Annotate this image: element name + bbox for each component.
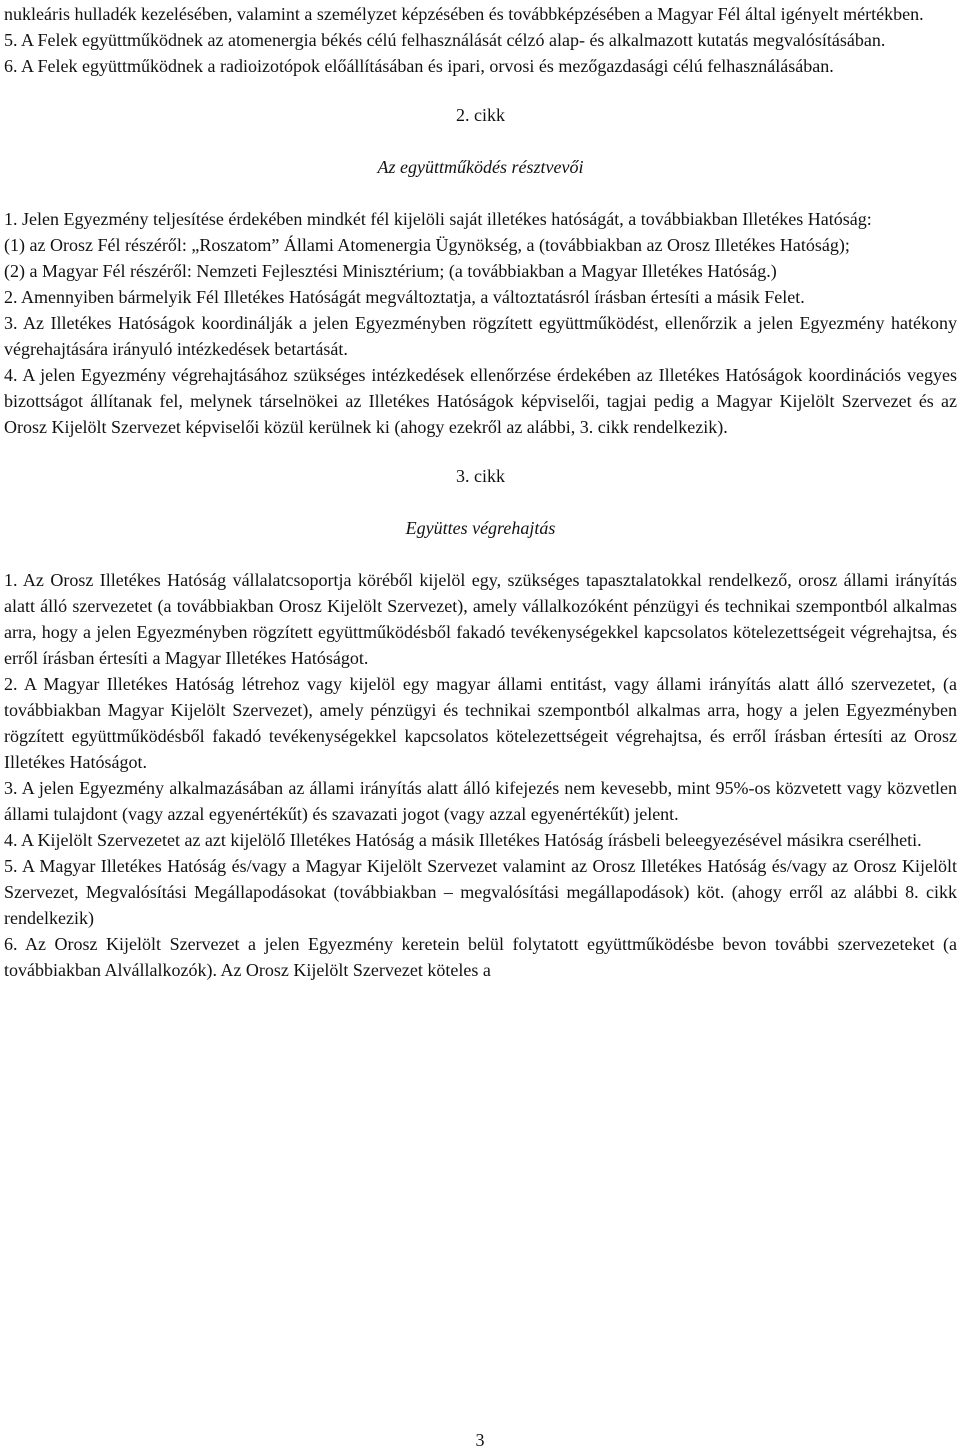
article-2-paragraph-2: 2. Amennyiben bármelyik Fél Illetékes Hatóságát megváltoztatja, a változtatásról írásban értesíti a másik Felet. xyxy=(4,287,805,307)
article-3-paragraph-3: 3. A jelen Egyezmény alkalmazásában az állami irányítás alatt álló kifejezés nem kevesebb, mint 95%-os közvetett vagy közvetlen állami tulajdont (vagy azzal egyenértékűt) és szavazati jogot (vagy azzal egyenértékűt) jelent. xyxy=(4,778,957,824)
intro-paragraph-6: 6. A Felek együttműködnek a radioizotópok előállításában és ipari, orvosi és mezőgazdasági célú felhasználásában. xyxy=(4,56,834,76)
article-2-title: Az együttműködés résztvevői xyxy=(377,157,584,177)
article-2-item-1: (1) az Orosz Fél részéről: „Roszatom” Állami Atomenergia Ügynökség, a (továbbiakban az Orosz Illetékes Hatóság); xyxy=(4,235,850,255)
document-page xyxy=(4,0,957,983)
article-2-number: 2. cikk xyxy=(456,105,505,125)
article-3-paragraph-1: 1. Az Orosz Illetékes Hatóság vállalatcsoportja köréből kijelöl egy, szükséges tapasztalatokkal rendelkező, orosz állami irányítás alatt álló szervezetet (a továbbiakban Orosz Kijelölt Szervezet), amely vállalkozóként pénzügyi és technikai szempontból alkalmas arra, hogy a jelen Egyezményben rögzített együttműködésből fakadó tevékenységekkel kapcsolatos kötelezettségeit végrehajtsa, és erről írásban értesíti a Magyar Illetékes Hatóságot. xyxy=(4,570,957,668)
article-3-paragraph-6: 6. Az Orosz Kijelölt Szervezet a jelen Egyezmény keretein belül folytatott együttműködésbe bevon további szervezeteket (a továbbiakban Alvállalkozók). Az Orosz Kijelölt Szervezet köteles a xyxy=(4,934,957,980)
article-3-paragraph-5: 5. A Magyar Illetékes Hatóság és/vagy a Magyar Kijelölt Szervezet valamint az Orosz Illetékes Hatóság és/vagy az Orosz Kijelölt Szervezet, Megvalósítási Megállapodásokat (továbbiakban – megvalósítási megállapodások) köt. (ahogy erről az alábbi 8. cikk rendelkezik) xyxy=(4,856,957,928)
article-2-paragraph-1: 1. Jelen Egyezmény teljesítése érdekében mindkét fél kijelöli saját illetékes hatóságát, a továbbiakban Illetékes Hatóság: xyxy=(4,209,872,229)
article-3-paragraph-4: 4. A Kijelölt Szervezetet az azt kijelölő Illetékes Hatóság a másik Illetékes Hatóság írásbeli beleegyezésével másikra cserélheti. xyxy=(4,830,922,850)
article-3-number: 3. cikk xyxy=(456,466,505,486)
article-3-title: Együttes végrehajtás xyxy=(405,518,556,538)
intro-paragraph-1: nukleáris hulladék kezelésében, valamint a személyzet képzésében és továbbképzésében a Magyar Fél által igényelt mértékben. xyxy=(4,4,924,24)
intro-paragraph-5: 5. A Felek együttműködnek az atomenergia békés célú felhasználását célzó alap- és alkalmazott kutatás megvalósításában. xyxy=(4,30,886,50)
page-number: 3 xyxy=(475,1430,485,1450)
article-2-paragraph-3: 3. Az Illetékes Hatóságok koordinálják a jelen Egyezményben rögzített együttműködést, ellenőrzik a jelen Egyezmény hatékony végrehajtására irányuló intézkedések betartását. xyxy=(4,313,957,359)
article-2-paragraph-4: 4. A jelen Egyezmény végrehajtásához szükséges intézkedések ellenőrzése érdekében az Illetékes Hatóságok koordinációs vegyes bizottságot állítanak fel, melynek társelnökei az Illetékes Hatóságok képviselői, tagjai pedig a Magyar Kijelölt Szervezet és az Orosz Kijelölt Szervezet képviselői közül kerülnek ki (ahogy ezekről az alábbi, 3. cikk rendelkezik). xyxy=(4,365,957,437)
article-3-paragraph-2: 2. A Magyar Illetékes Hatóság létrehoz vagy kijelöl egy magyar állami entitást, vagy állami irányítás alatt álló szervezetet, (a továbbiakban Magyar Kijelölt Szervezet), amely pénzügyi és technikai szempontból alkalmas arra, hogy a jelen Egyezményben rögzített együttműködésből fakadó tevékenységekkel kapcsolatos kötelezettségeit végrehajtsa, és erről írásban értesíti az Orosz Illetékes Hatóságot. xyxy=(4,674,957,772)
article-2-item-2: (2) a Magyar Fél részéről: Nemzeti Fejlesztési Minisztérium; (a továbbiakban a Magyar Illetékes Hatóság.) xyxy=(4,261,777,281)
